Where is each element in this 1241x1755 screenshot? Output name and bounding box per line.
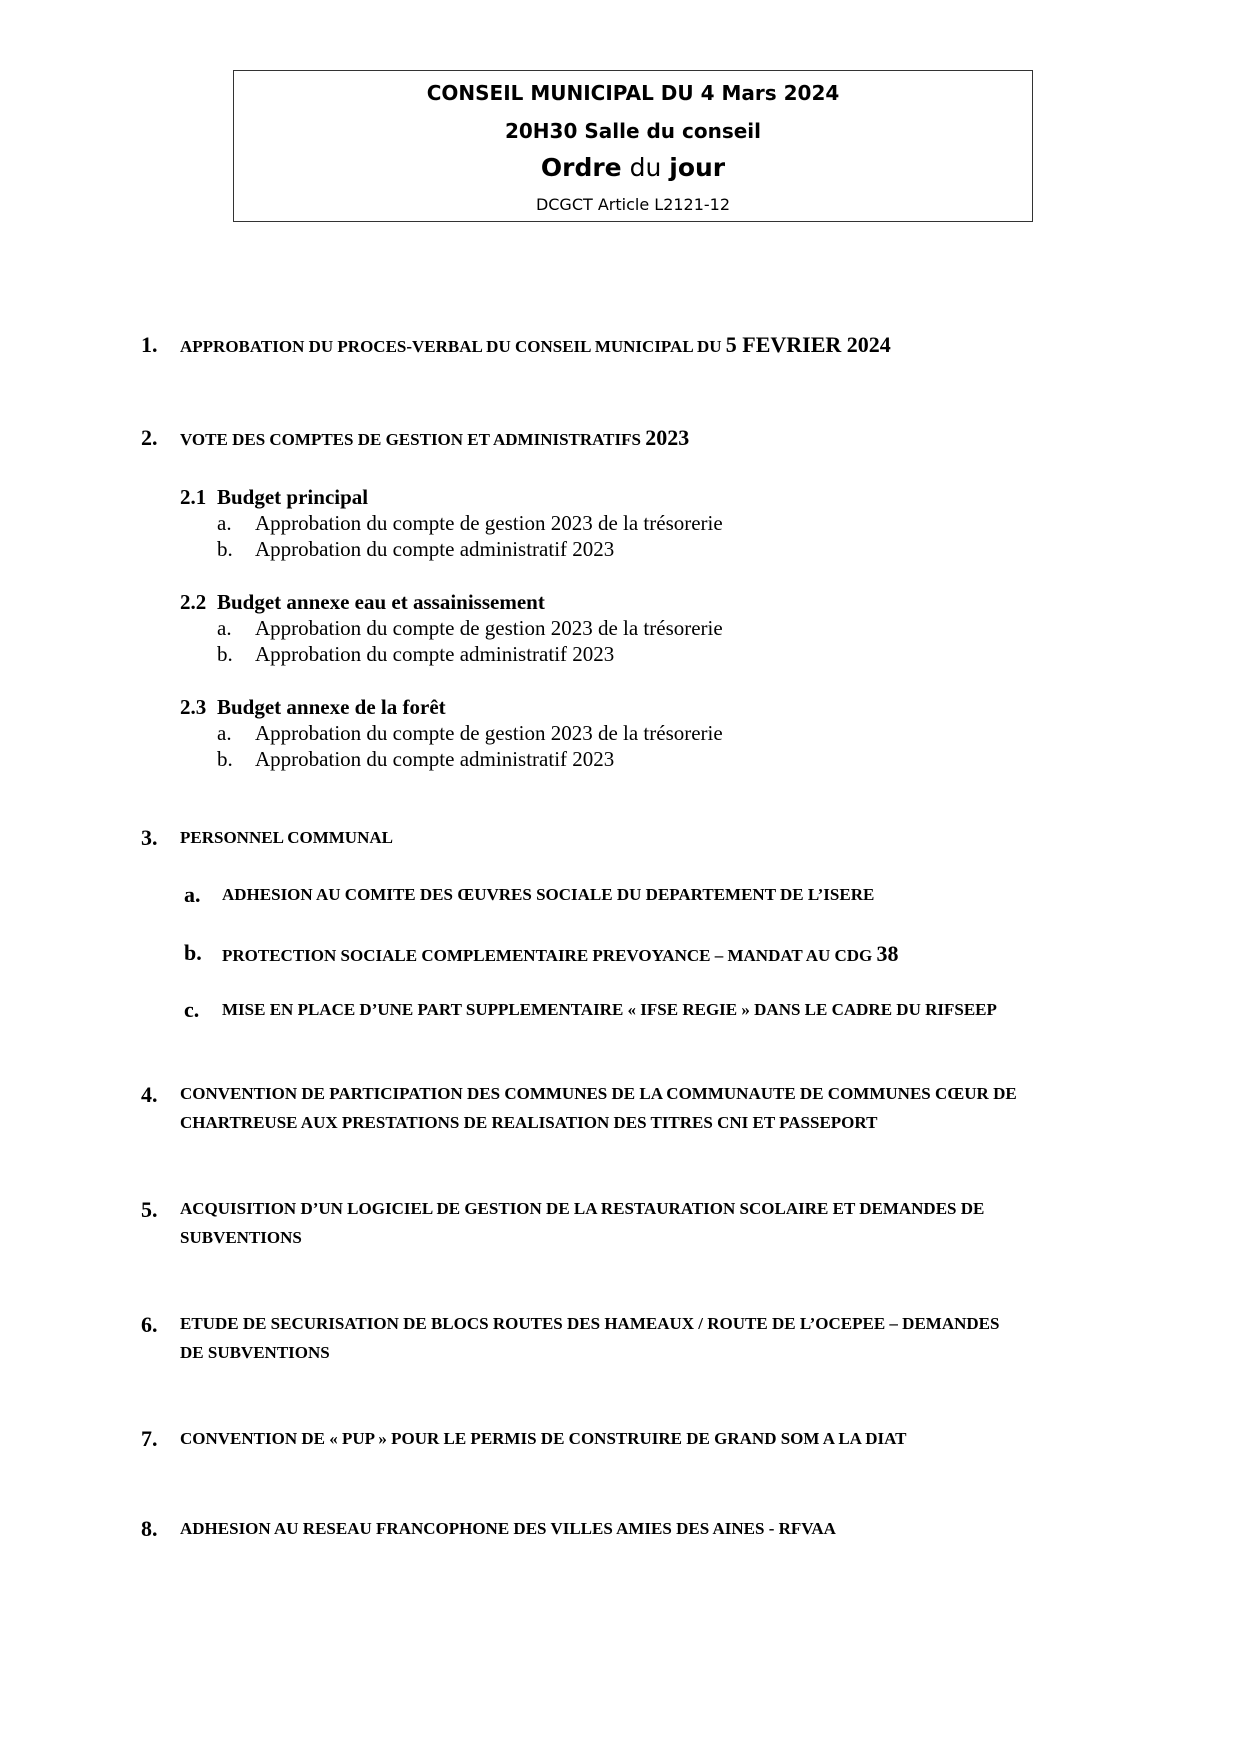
budget-2-2-heading xyxy=(180,590,545,615)
personnel-b-text-number: 38 xyxy=(876,941,899,966)
title-jour: jour xyxy=(669,153,726,182)
item-3-text: PERSONNEL COMMUNAL xyxy=(180,828,393,847)
budget-2-3-b-letter: b. xyxy=(217,747,233,771)
title-du: du xyxy=(621,153,670,182)
item-1-text-date: 5 FEVRIER 2024 xyxy=(725,332,891,357)
title-ordre: Ordre xyxy=(540,153,622,182)
item-6-number: 6. xyxy=(141,1312,158,1337)
header-meeting-date: CONSEIL MUNICIPAL DU 4 Mars 2024 xyxy=(426,81,840,105)
item-2-number: 2. xyxy=(141,425,158,450)
budget-2-2-b-text: Approbation du compte administratif 2023 xyxy=(255,642,615,666)
budget-2-1-heading xyxy=(180,485,369,510)
header-box xyxy=(233,70,1033,222)
item-4-line-1: CONVENTION DE PARTICIPATION DES COMMUNES DE LA COMMUNAUTE DE COMMUNES CŒUR DE xyxy=(180,1084,1017,1103)
budget-2-1-title: Budget principal xyxy=(217,485,369,509)
budget-2-3-heading xyxy=(180,695,446,720)
budget-2-3-b-text: Approbation du compte administratif 2023 xyxy=(255,747,615,771)
item-8-text: ADHESION AU RESEAU FRANCOPHONE DES VILLES AMIES DES AINES - RFVAA xyxy=(180,1519,836,1538)
item-2-text-main: VOTE DES COMPTES DE GESTION ET ADMINISTRATIFS xyxy=(180,430,646,449)
item-5-line-2: SUBVENTIONS xyxy=(180,1228,302,1247)
header-legal-reference: DCGCT Article L2121-12 xyxy=(535,195,731,214)
budget-2-3-a-letter: a. xyxy=(217,721,232,745)
item-5-line-1: ACQUISITION D’UN LOGICIEL DE GESTION DE LA RESTAURATION SCOLAIRE ET DEMANDES DE xyxy=(180,1199,985,1218)
item-5-number: 5. xyxy=(141,1197,158,1222)
header-title xyxy=(234,153,1032,182)
budget-2-1-a-text: Approbation du compte de gestion 2023 de la trésorerie xyxy=(255,511,723,535)
personnel-c-letter: c. xyxy=(184,997,200,1022)
budget-2-3-number: 2.3 xyxy=(180,695,207,719)
budget-2-1-a-letter: a. xyxy=(217,511,232,535)
budget-2-2-title: Budget annexe eau et assainissement xyxy=(217,590,545,614)
item-7-number: 7. xyxy=(141,1426,158,1451)
item-3-number: 3. xyxy=(141,825,158,850)
budget-2-2-b-letter: b. xyxy=(217,642,233,666)
header-time-location: 20H30 Salle du conseil xyxy=(504,119,762,143)
budget-2-2-a-text: Approbation du compte de gestion 2023 de la trésorerie xyxy=(255,616,723,640)
personnel-a-letter: a. xyxy=(184,882,201,907)
item-6-line-2: DE SUBVENTIONS xyxy=(180,1343,330,1362)
item-7-text: CONVENTION DE « PUP » POUR LE PERMIS DE CONSTRUIRE DE GRAND SOM A LA DIAT xyxy=(180,1429,907,1448)
item-6-line-1: ETUDE DE SECURISATION DE BLOCS ROUTES DES HAMEAUX / ROUTE DE L’OCEPEE – DEMANDES xyxy=(180,1314,1000,1333)
personnel-b-letter: b. xyxy=(184,940,202,965)
item-2-text-year: 2023 xyxy=(645,425,690,450)
personnel-b-text-main: PROTECTION SOCIALE COMPLEMENTAIRE PREVOYANCE – MANDAT AU CDG xyxy=(222,946,877,965)
budget-2-1-b-letter: b. xyxy=(217,537,233,561)
budget-2-1-number: 2.1 xyxy=(180,485,207,509)
personnel-c-text: MISE EN PLACE D’UNE PART SUPPLEMENTAIRE « IFSE REGIE » DANS LE CADRE DU RIFSEEP xyxy=(222,1000,997,1019)
item-1-number: 1. xyxy=(141,332,158,357)
personnel-a-text: ADHESION AU COMITE DES ŒUVRES SOCIALE DU DEPARTEMENT DE L’ISERE xyxy=(222,885,875,904)
item-2-text xyxy=(180,423,1080,454)
budget-2-2-a-letter: a. xyxy=(217,616,232,640)
budget-2-3-title: Budget annexe de la forêt xyxy=(217,695,446,719)
item-8-number: 8. xyxy=(141,1516,158,1541)
personnel-b-text xyxy=(222,941,899,967)
budget-2-2-number: 2.2 xyxy=(180,590,207,614)
budget-2-3-a-text: Approbation du compte de gestion 2023 de la trésorerie xyxy=(255,721,723,745)
item-4-number: 4. xyxy=(141,1082,158,1107)
item-1-text xyxy=(180,330,1080,361)
item-1-text-main: APPROBATION DU PROCES-VERBAL DU CONSEIL MUNICIPAL DU xyxy=(180,337,726,356)
item-4-line-2: CHARTREUSE AUX PRESTATIONS DE REALISATION DES TITRES CNI ET PASSEPORT xyxy=(180,1113,878,1132)
budget-2-1-b-text: Approbation du compte administratif 2023 xyxy=(255,537,615,561)
